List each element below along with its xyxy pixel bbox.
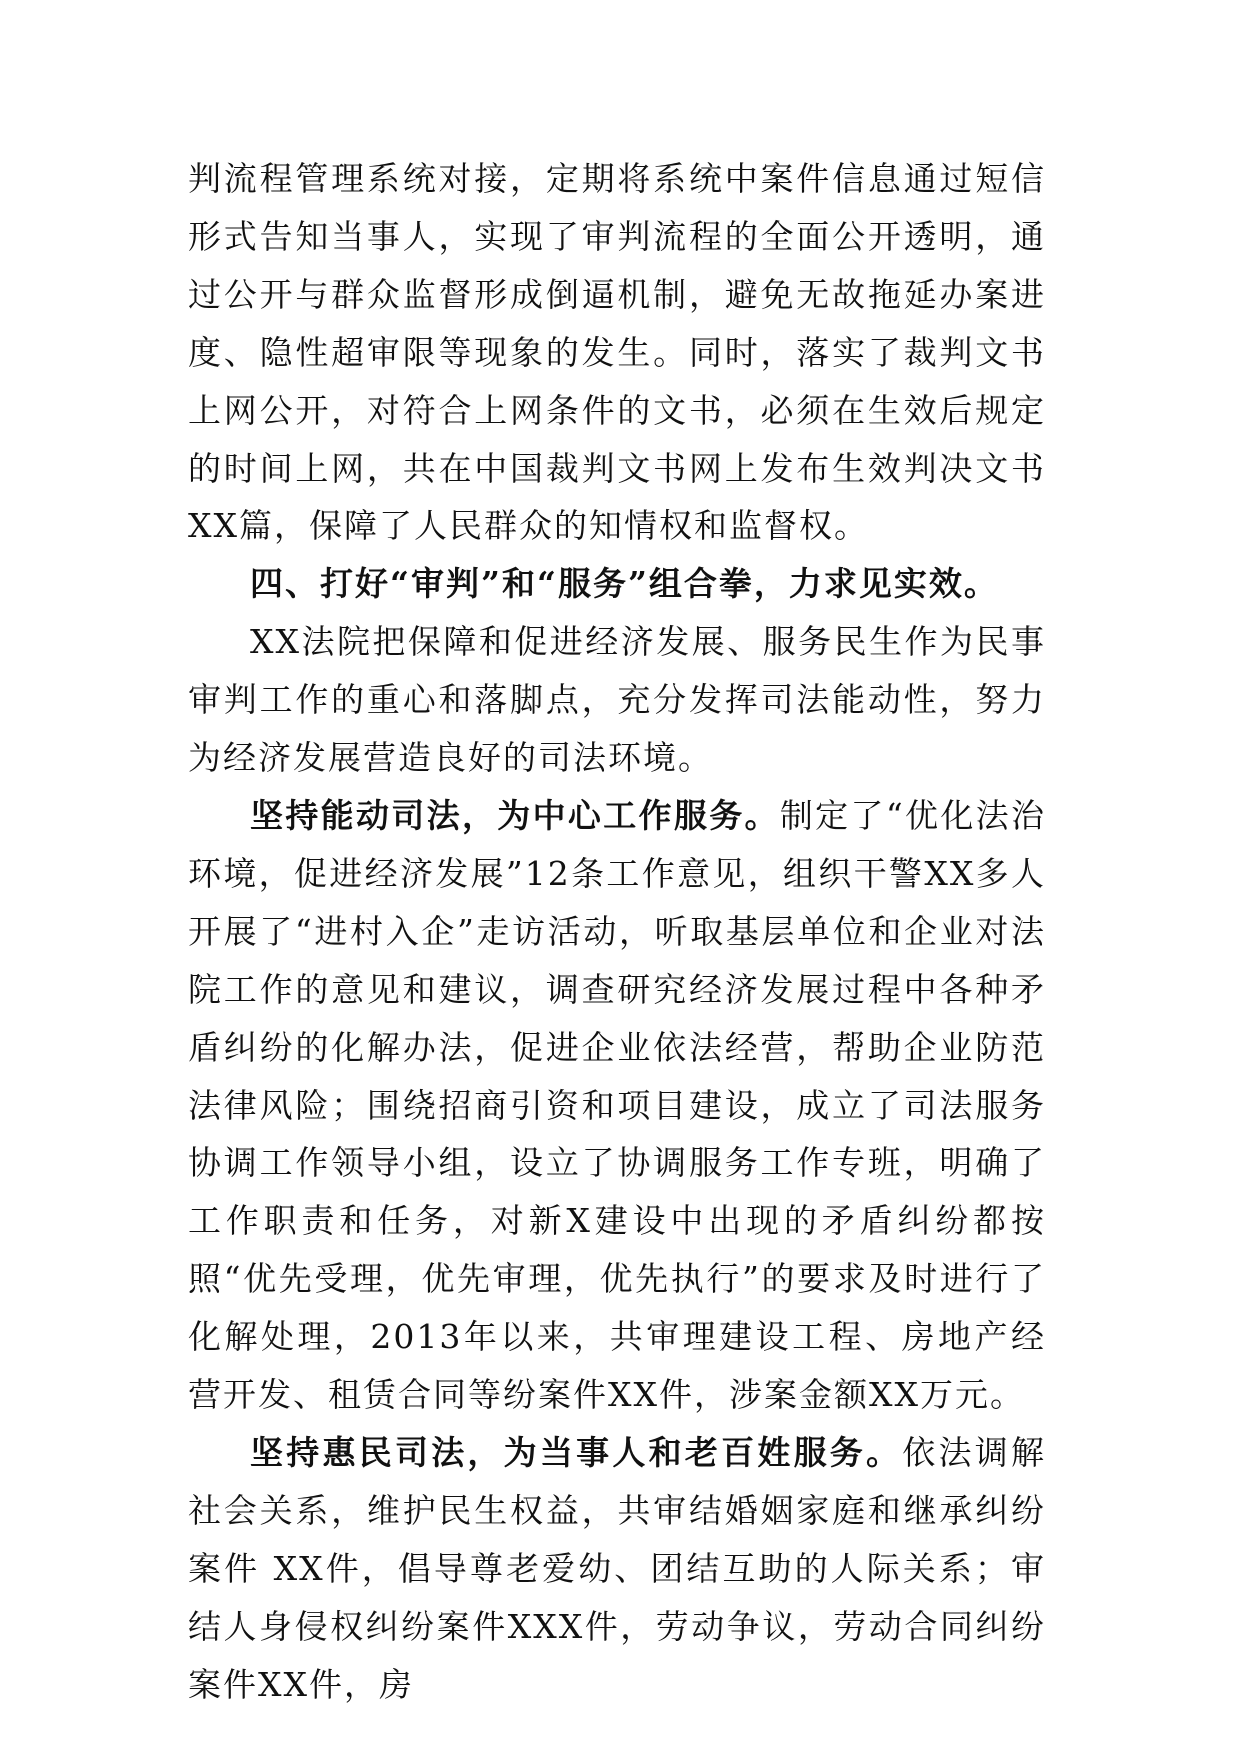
item-paragraph-public-service: [188, 1424, 1046, 1714]
item-paragraph-capable-justice: [188, 787, 1046, 1424]
continued-paragraph: 判流程管理系统对接，定期将系统中案件信息通过短信形式告知当事人，实现了审判流程的全面公开透明，通过公开与群众监督形成倒逼机制，避免无故拖延办案进度、隐性超审限等现象的发生。同时，落实了裁判文书上网公开，对符合上网条件的文书，必须在生效后规定的时间上网，共在中国裁判文书网上发布生效判决文书XX篇，保障了人民群众的知情权和监督权。: [188, 159, 1046, 546]
item-body-public-service: 依法调解社会关系，维护民生权益，共审结婚姻家庭和继承纠纷案件 XX件，倡导尊老爱幼、团结互助的人际关系；审结人身侵权纠纷案件XXX件，劳动争议，劳动合同纠纷案件XX件，房: [188, 1432, 1047, 1704]
item-body-capable-justice: 制定了“优化法治环境，促进经济发展”12条工作意见，组织干警XX多人开展了“进村入企”走访活动，听取基层单位和企业对法院工作的意见和建议，调查研究经济发展过程中各种矛盾纠纷的化解办法，促进企业依法经营，帮助企业防范法律风险；围绕招商引资和项目建设，成立了司法服务协调工作领导小组，设立了协调服务工作专班，明确了工作职责和任务，对新X建设中出现的矛盾纠纷都按照“优先受理，优先审理，优先执行”的要求及时进行了化解处理，2013年以来，共审理建设工程、房地产经营开发、租赁合同等纷案件XX件，涉案金额XX万元。: [188, 795, 1046, 1415]
document-body: [188, 150, 1046, 1713]
item-lead-capable-justice: 坚持能动司法，为中心工作服务。: [250, 795, 780, 835]
item-lead-public-service: 坚持惠民司法，为当事人和老百姓服务。: [250, 1432, 903, 1472]
section-heading: 四、打好“审判”和“服务”组合拳，力求见实效。: [250, 564, 999, 604]
section-intro-paragraph: XX法院把保障和促进经济发展、服务民生作为民事审判工作的重心和落脚点，充分发挥司法能动性，努力为经济发展营造良好的司法环境。: [188, 622, 1046, 778]
